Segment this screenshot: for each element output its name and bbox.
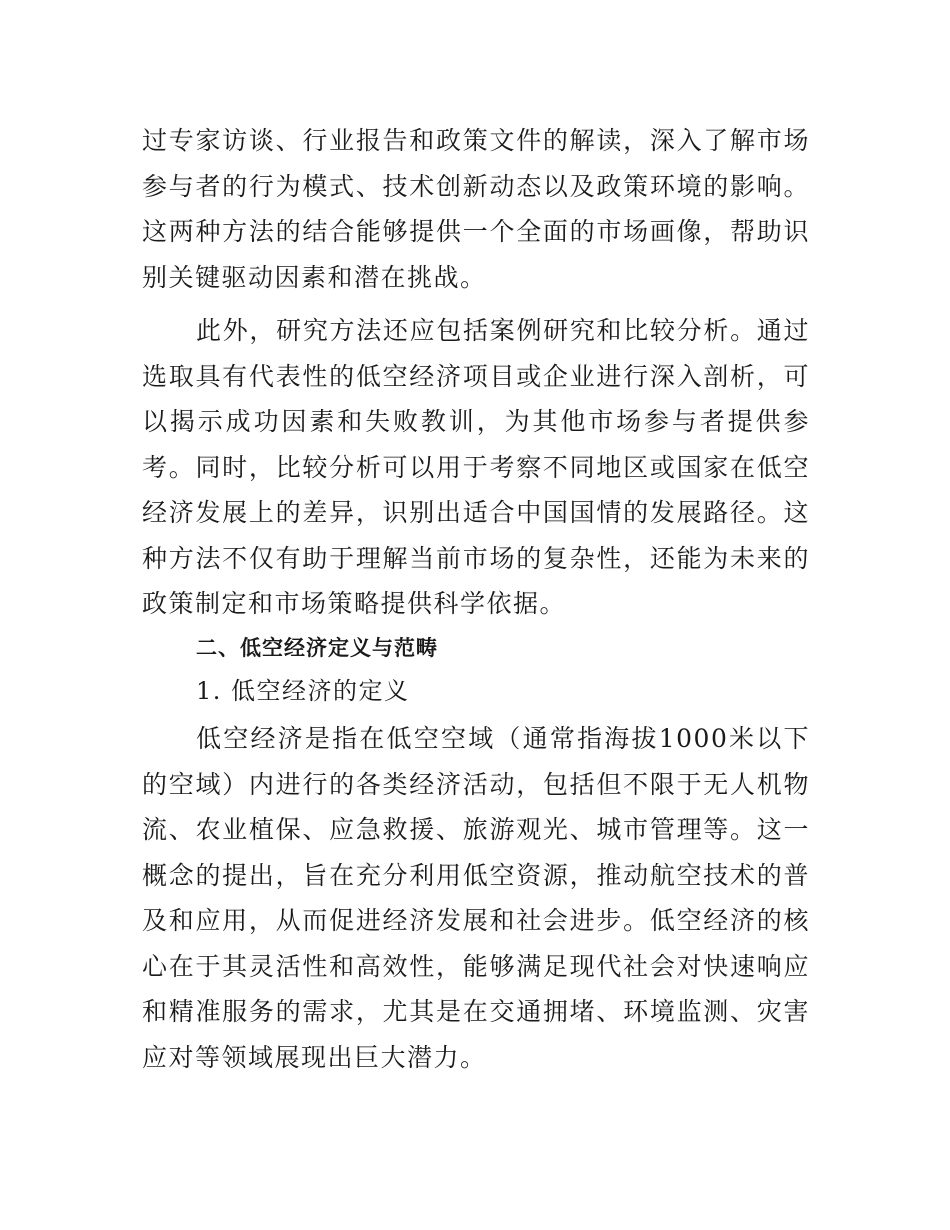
subsection-heading: 1. 低空经济的定义 xyxy=(196,677,410,705)
paragraph-definition: 低空经济是指在低空空域（通常指海拔1000米以下的空域）内进行的各类经济活动，包括但不限于无人机物流、农业植保、应急救援、旅游观光、城市管理等。这一概念的提出，旨在充分利用低空资源，推动航空技术的普及和应用，从而促进经济发展和社会进步。低空经济的核心在于其灵活性和高效性，能够满足现代社会对快速响应和精准服务的需求，尤其是在交通拥堵、环境监测、灾害应对等领域展现出巨大潜力。 xyxy=(142,724,810,1072)
paragraph-research-methods: 此外，研究方法还应包括案例研究和比较分析。通过选取具有代表性的低空经济项目或企业进行深入剖析，可以揭示成功因素和失败教训，为其他市场参与者提供参考。同时，比较分析可以用于考察不同地区或国家在低空经济发展上的差异，识别出适合中国国情的发展路径。这种方法不仅有助于理解当前市场的复杂性，还能为未来的政策制定和市场策略提供科学依据。 xyxy=(142,316,810,618)
section-heading: 二、低空经济定义与范畴 xyxy=(196,636,438,660)
paragraph-continued: 过专家访谈、行业报告和政策文件的解读，深入了解市场参与者的行为模式、技术创新动态以及政策环境的影响。这两种方法的结合能够提供一个全面的市场画像，帮助识别关键驱动因素和潜在挑战。 xyxy=(142,126,810,292)
